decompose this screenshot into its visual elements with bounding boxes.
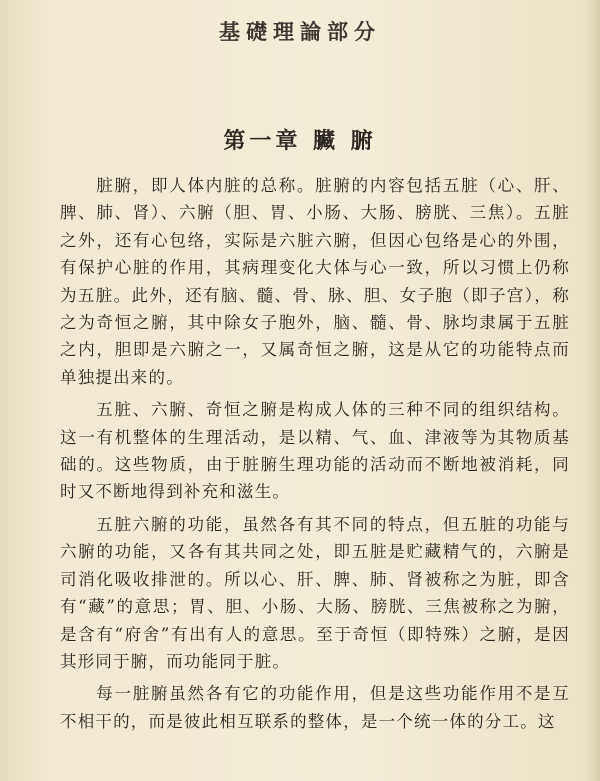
part-title: 基礎理論部分 bbox=[219, 19, 381, 44]
body-text bbox=[60, 172, 570, 736]
paragraph-3: 五脏六腑的功能，虽然各有其不同的特点，但五脏的功能与六腑的功能，又各有其共同之处，即五脏是贮藏精气的，六腑是司消化吸收排泄的。所以心、肝、脾、肺、肾被称之为脏，即含有“藏”的意思；胃、胆、小肠、大肠、膀胱、三焦被称之为腑，是含有“府舍”有出有人的意思。至于奇恒（即特殊）之腑，是因其形同于腑，而功能同于脏。 bbox=[60, 514, 570, 671]
chapter-title: 第一章 臟 腑 bbox=[223, 128, 377, 154]
paragraph-2: 五脏、六腑、奇恒之腑是构成人体的三种不同的组织结构。这一有机整体的生理活动，是以精、气、血、津液等为其物质基础的。这些物质，由于脏腑生理功能的活动而不断地被消耗，同时又不断地得到补充和滋生。 bbox=[60, 400, 570, 502]
page-edge-shadow bbox=[586, 0, 600, 781]
paragraph-4: 每一脏腑虽然各有它的功能作用，但是这些功能作用不是互不相干的，而是彼此相互联系的整体，是一个统一体的分工。这 bbox=[60, 684, 570, 731]
paragraph-1: 脏腑，即人体内脏的总称。脏腑的内容包括五脏（心、肝、脾、肺、肾）、六腑（胆、胃、小肠、大肠、膀胱、三焦）。五脏之外，还有心包络，实际是六脏六腑，但因心包络是心的外围，有保护心脏的作用，其病理变化大体与心一致，所以习惯上仍称为五脏。此外，还有脑、髓、骨、脉、胆、女子胞（即子宫），称之为奇恒之腑，其中除女子胞外，脑、髓、骨、脉均隶属于五脏之内，胆即是六腑之一，又属奇恒之腑，这是从它的功能特点而单独提出来的。 bbox=[60, 176, 570, 387]
